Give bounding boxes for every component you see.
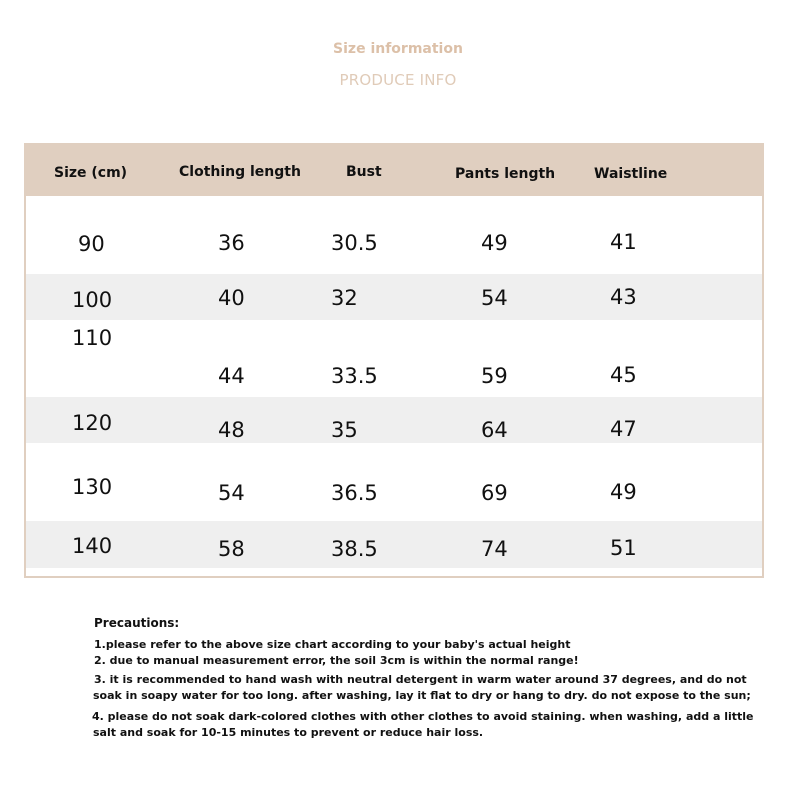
cell-pants-length: 69 xyxy=(481,481,508,505)
cell-bust: 33.5 xyxy=(331,364,378,388)
size-information-title: Size information xyxy=(333,41,463,57)
precaution-line: 2. due to manual measurement error, the soil 3cm is within the normal range! xyxy=(94,654,579,667)
cell-clothing-length: 48 xyxy=(218,418,245,442)
cell-clothing-length: 40 xyxy=(218,286,245,310)
cell-pants-length: 74 xyxy=(481,537,508,561)
column-header-pants-length: Pants length xyxy=(455,166,556,182)
produce-info-subtitle: PRODUCE INFO xyxy=(339,71,457,89)
table-row xyxy=(26,274,762,320)
cell-bust: 38.5 xyxy=(331,537,378,561)
cell-clothing-length: 54 xyxy=(218,481,245,505)
precaution-line: 1.please refer to the above size chart according to your baby's actual height xyxy=(94,638,571,651)
table-header-row xyxy=(26,145,762,196)
precaution-line: salt and soak for 10-15 minutes to prevent or reduce hair loss. xyxy=(93,726,484,739)
cell-waistline: 43 xyxy=(610,285,637,309)
cell-pants-length: 64 xyxy=(481,418,508,442)
table-row xyxy=(26,196,762,274)
cell-clothing-length: 58 xyxy=(218,537,245,561)
cell-pants-length: 54 xyxy=(481,286,508,310)
precaution-line: 3. it is recommended to hand wash with neutral detergent in warm water around 37 degrees, and do not xyxy=(94,673,747,686)
cell-pants-length: 49 xyxy=(481,231,508,255)
cell-size: 100 xyxy=(72,288,113,312)
column-header-size: Size (cm) xyxy=(54,165,128,181)
cell-waistline: 45 xyxy=(610,363,637,387)
cell-size: 90 xyxy=(78,232,105,256)
cell-waistline: 47 xyxy=(610,417,637,441)
cell-size: 130 xyxy=(72,475,113,499)
size-chart-table xyxy=(24,143,764,578)
cell-size: 110 xyxy=(72,326,113,350)
cell-bust: 32 xyxy=(331,286,358,310)
table-row xyxy=(26,443,762,521)
cell-bust: 30.5 xyxy=(331,231,378,255)
cell-waistline: 51 xyxy=(610,536,637,560)
cell-pants-length: 59 xyxy=(481,364,508,388)
column-header-clothing-length: Clothing length xyxy=(179,164,301,180)
table-row xyxy=(26,521,762,568)
cell-bust: 36.5 xyxy=(331,481,378,505)
cell-size: 120 xyxy=(72,411,113,435)
cell-clothing-length: 44 xyxy=(218,364,245,388)
table-row xyxy=(26,397,762,443)
cell-waistline: 49 xyxy=(610,480,637,504)
cell-clothing-length: 36 xyxy=(218,231,245,255)
table-row xyxy=(26,320,762,397)
precaution-line: 4. please do not soak dark-colored clothes with other clothes to avoid staining. when washing, add a little xyxy=(92,710,754,723)
precaution-line: soak in soapy water for too long. after washing, lay it flat to dry or hang to dry. do not expose to the sun; xyxy=(93,689,751,702)
precautions-heading: Precautions: xyxy=(94,616,180,630)
column-header-waistline: Waistline xyxy=(594,166,668,182)
cell-size: 140 xyxy=(72,534,113,558)
cell-waistline: 41 xyxy=(610,230,637,254)
cell-bust: 35 xyxy=(331,418,358,442)
column-header-bust: Bust xyxy=(346,164,382,180)
